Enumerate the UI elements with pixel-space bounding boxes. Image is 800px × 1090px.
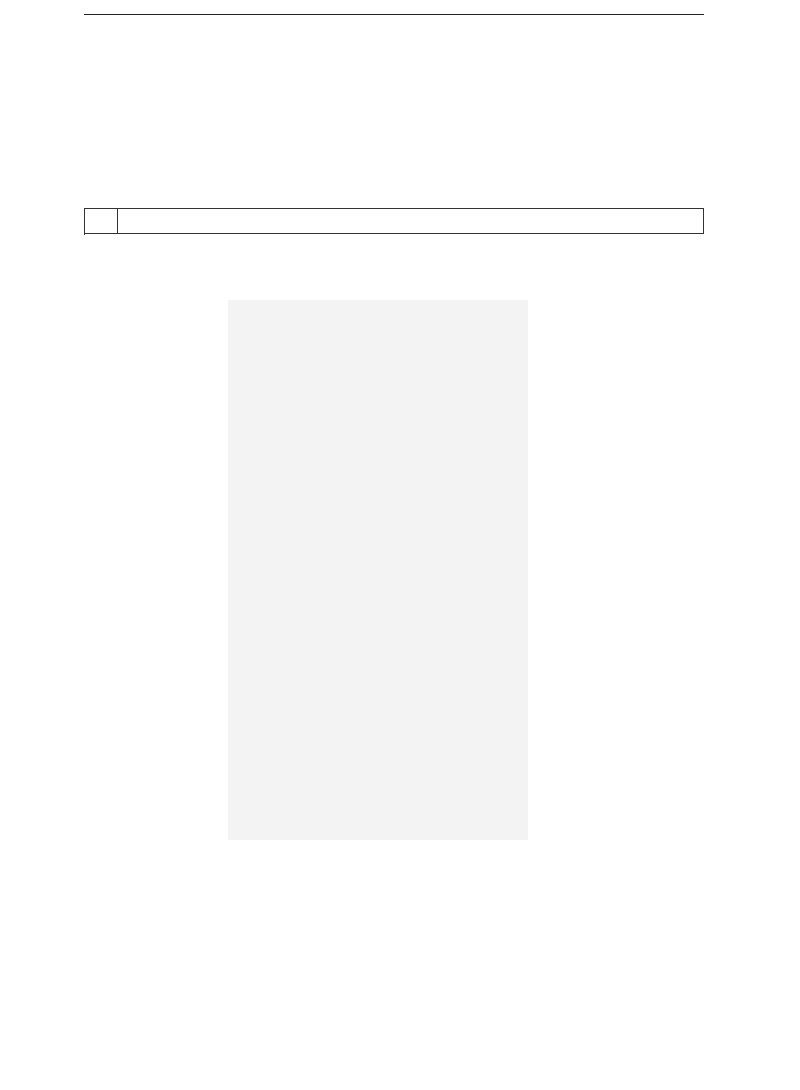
header-rule	[84, 14, 704, 15]
document-body	[84, 24, 706, 308]
watermark-shape	[228, 300, 528, 840]
section-4-heading	[84, 150, 706, 170]
clause-3-13	[84, 92, 706, 112]
lw-column-header	[117, 209, 703, 234]
clause-3-12	[84, 68, 706, 88]
clause-5-1	[84, 280, 706, 300]
table-caption-row	[84, 186, 706, 206]
preferred-sizes-table	[84, 208, 704, 234]
dw-column-header	[85, 209, 118, 234]
section-5-heading	[84, 252, 706, 272]
clause-3-14	[84, 112, 706, 132]
clause-3-11	[84, 44, 706, 64]
clause-3-10	[84, 24, 706, 44]
